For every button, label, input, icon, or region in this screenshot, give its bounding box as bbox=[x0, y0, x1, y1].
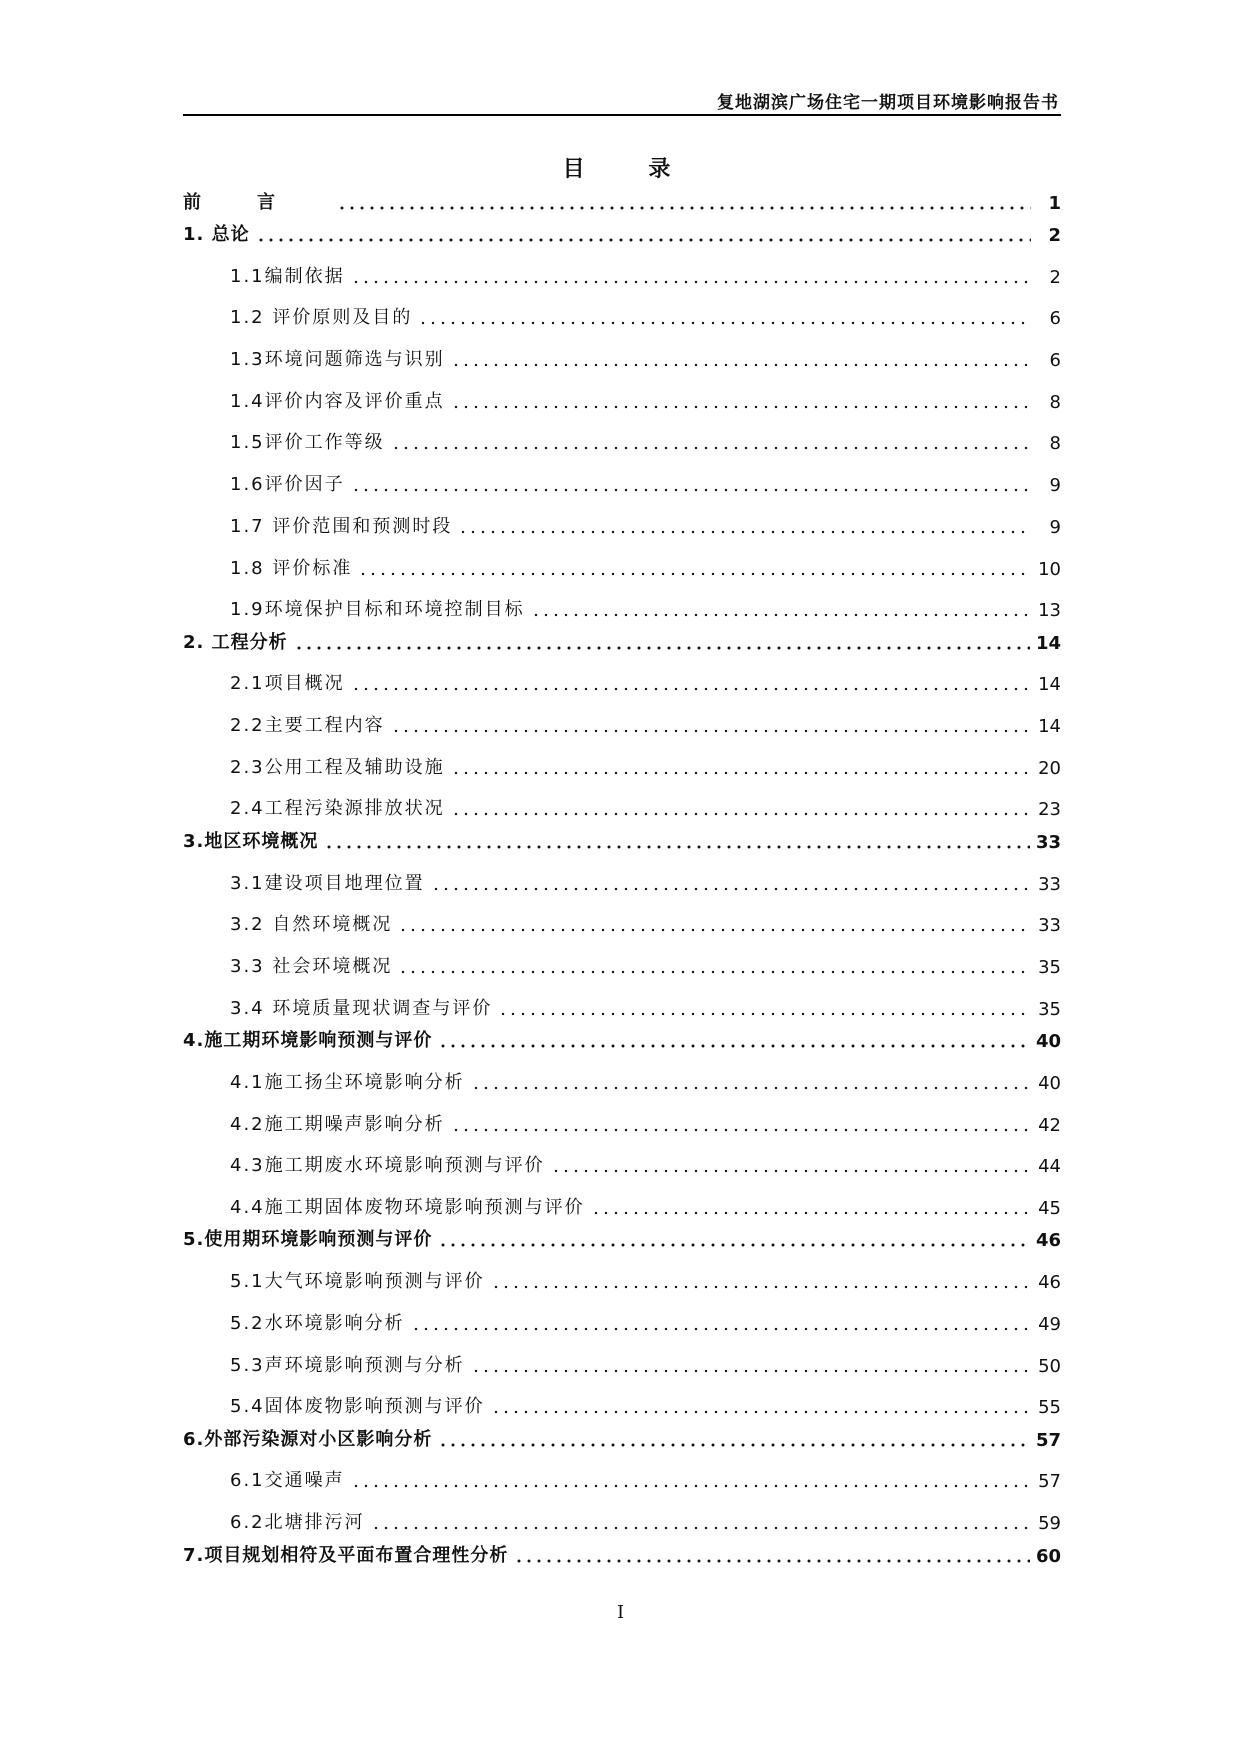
toc-entry-title: 3.3 社会环境概况 bbox=[230, 956, 393, 977]
toc-entry-page: 35 bbox=[1038, 957, 1061, 978]
toc-entry[interactable] bbox=[183, 1225, 1061, 1258]
toc-entry-page: 60 bbox=[1035, 1545, 1061, 1567]
toc-entry[interactable] bbox=[183, 1540, 1061, 1573]
toc-entry-page: 49 bbox=[1038, 1313, 1061, 1335]
toc-entry-title: 3.1建设项目地理位置 bbox=[230, 872, 425, 894]
toc-entry[interactable] bbox=[183, 1341, 1061, 1383]
toc-entry[interactable] bbox=[183, 377, 1061, 419]
dot-leader bbox=[324, 845, 1030, 849]
toc-entry-title: 2. 工程分析 bbox=[183, 631, 288, 653]
toc-entry[interactable] bbox=[183, 743, 1061, 785]
toc-entry[interactable] bbox=[183, 294, 1061, 336]
toc-entry-title: 1.7 评价范围和预测时段 bbox=[230, 515, 453, 537]
toc-entry-page: 40 bbox=[1038, 1072, 1061, 1094]
toc-entry-page: 44 bbox=[1038, 1156, 1061, 1178]
dot-leader bbox=[294, 646, 1030, 650]
running-header-title: 复地湖滨广场住宅一期项目环境影响报告书 bbox=[717, 93, 1059, 113]
toc-entry[interactable] bbox=[183, 1498, 1061, 1540]
toc-entry[interactable] bbox=[183, 701, 1061, 743]
toc-entry-page: 14 bbox=[1038, 716, 1061, 738]
dot-leader bbox=[351, 687, 1031, 691]
toc-entry-title: 5.4固体废物影响预测与评价 bbox=[230, 1396, 485, 1418]
dot-leader bbox=[351, 488, 1031, 492]
toc-entry[interactable] bbox=[183, 1299, 1061, 1341]
toc-entry[interactable] bbox=[183, 859, 1061, 901]
dot-leader bbox=[551, 1169, 1031, 1173]
toc-entry-page: 33 bbox=[1038, 873, 1061, 895]
toc-entry-title: 1.4评价内容及评价重点 bbox=[230, 390, 445, 412]
toc-entry[interactable] bbox=[183, 1457, 1061, 1499]
toc-entry-title: 1.5评价工作等级 bbox=[230, 432, 385, 454]
toc-entry-page: 55 bbox=[1038, 1397, 1061, 1419]
dot-leader bbox=[471, 1086, 1031, 1090]
dot-leader bbox=[498, 1012, 1031, 1016]
dot-leader bbox=[438, 1044, 1030, 1048]
toc-entry[interactable] bbox=[183, 502, 1061, 544]
dot-leader bbox=[391, 729, 1031, 733]
toc-entry-page: 20 bbox=[1038, 757, 1061, 779]
dot-leader bbox=[431, 887, 1031, 891]
dot-leader bbox=[451, 1128, 1031, 1132]
toc-entry-page: 23 bbox=[1038, 799, 1061, 821]
dot-leader bbox=[531, 613, 1031, 617]
toc-entry-title: 6.外部污染源对小区影响分析 bbox=[183, 1428, 433, 1450]
toc-entry[interactable] bbox=[183, 942, 1061, 984]
toc-entry-title: 3.地区环境概况 bbox=[183, 830, 319, 852]
toc-entry[interactable] bbox=[183, 252, 1061, 294]
toc-entry-page: 46 bbox=[1035, 1230, 1061, 1252]
toc-entry-page: 2 bbox=[1048, 225, 1061, 246]
toc-entry-title: 4.1施工扬尘环境影响分析 bbox=[230, 1071, 465, 1093]
toc-entry-title: 6.2北塘排污河 bbox=[230, 1512, 365, 1534]
toc-entry-page: 46 bbox=[1038, 1272, 1061, 1294]
toc-entry-title: 1.9环境保护目标和环境控制目标 bbox=[230, 599, 525, 621]
toc-entry-page: 45 bbox=[1038, 1197, 1061, 1219]
dot-leader bbox=[256, 238, 1031, 242]
dot-leader bbox=[491, 1410, 1031, 1414]
toc-entry-page: 14 bbox=[1035, 632, 1061, 654]
dot-leader bbox=[458, 530, 1031, 534]
toc-entry-page: 13 bbox=[1038, 600, 1061, 622]
toc-entry[interactable] bbox=[183, 1257, 1061, 1299]
toc-entry-page: 2 bbox=[1049, 266, 1061, 288]
toc-entry[interactable] bbox=[183, 785, 1061, 827]
toc-entry-title: 4.2施工期噪声影响分析 bbox=[230, 1113, 445, 1135]
toc-entry-title: 3.4 环境质量现状调查与评价 bbox=[230, 997, 493, 1019]
toc-entry-page: 6 bbox=[1049, 350, 1061, 372]
toc-entry-page: 10 bbox=[1038, 558, 1061, 580]
toc-entry[interactable] bbox=[183, 1183, 1061, 1225]
dot-leader bbox=[351, 1484, 1031, 1488]
toc-entry-title: 1. 总论 bbox=[183, 224, 250, 245]
toc-entry-title: 前言 bbox=[183, 191, 331, 213]
page-number-footer: I bbox=[616, 1602, 625, 1623]
toc-entry-title: 2.2主要工程内容 bbox=[230, 715, 385, 737]
toc-entry-title: 7.项目规划相符及平面布置合理性分析 bbox=[183, 1544, 509, 1566]
toc-entry-page: 14 bbox=[1038, 674, 1061, 696]
dot-leader bbox=[451, 405, 1031, 409]
dot-leader bbox=[451, 771, 1031, 775]
toc-entry-title: 2.1项目概况 bbox=[230, 673, 345, 695]
toc-entry-page: 35 bbox=[1038, 998, 1061, 1020]
toc-entry-page: 8 bbox=[1049, 433, 1061, 455]
toc-entry-title: 5.3声环境影响预测与分析 bbox=[230, 1354, 465, 1376]
toc-entry-page: 33 bbox=[1038, 915, 1061, 937]
toc-entry[interactable] bbox=[183, 586, 1061, 628]
toc-entry-title: 5.2水环境影响分析 bbox=[230, 1312, 405, 1334]
dot-leader bbox=[438, 1243, 1030, 1247]
dot-leader bbox=[514, 1559, 1030, 1563]
toc-entry[interactable] bbox=[183, 460, 1061, 502]
toc-entry-title: 1.3环境问题筛选与识别 bbox=[230, 349, 445, 371]
toc-entry[interactable] bbox=[183, 1026, 1061, 1059]
toc-entry[interactable] bbox=[183, 187, 1061, 220]
dot-leader bbox=[398, 928, 1031, 932]
toc-entry-page: 57 bbox=[1035, 1429, 1061, 1451]
toc-entry[interactable] bbox=[183, 1100, 1061, 1142]
toc-heading: 目 录 bbox=[562, 157, 679, 182]
toc-entry-title: 6.1交通噪声 bbox=[230, 1470, 345, 1492]
dot-leader bbox=[451, 812, 1031, 816]
toc-entry[interactable] bbox=[183, 984, 1061, 1026]
toc-entry-page: 8 bbox=[1049, 391, 1061, 413]
toc-entry[interactable] bbox=[183, 826, 1061, 859]
toc-entry-title: 3.2 自然环境概况 bbox=[230, 914, 393, 936]
dot-leader bbox=[438, 1443, 1030, 1447]
dot-leader bbox=[337, 206, 1031, 210]
dot-leader bbox=[591, 1211, 1031, 1215]
toc-entry[interactable] bbox=[183, 1058, 1061, 1100]
toc-entry-title: 4.4施工期固体废物环境影响预测与评价 bbox=[230, 1196, 585, 1218]
dot-leader bbox=[391, 446, 1031, 450]
toc-entry-page: 59 bbox=[1038, 1513, 1061, 1535]
table-of-contents bbox=[183, 187, 1061, 1573]
dot-leader bbox=[411, 1327, 1031, 1331]
toc-entry-page: 50 bbox=[1038, 1355, 1061, 1377]
toc-entry[interactable] bbox=[183, 901, 1061, 943]
toc-entry[interactable] bbox=[183, 1142, 1061, 1184]
toc-entry-title: 1.6评价因子 bbox=[230, 474, 345, 496]
dot-leader bbox=[418, 321, 1031, 325]
toc-entry[interactable] bbox=[183, 627, 1061, 660]
toc-entry-page: 9 bbox=[1049, 475, 1061, 497]
header-rule bbox=[183, 114, 1061, 116]
toc-entry-page: 9 bbox=[1049, 516, 1061, 538]
toc-entry-page: 1 bbox=[1048, 192, 1061, 214]
toc-entry-title: 2.4工程污染源排放状况 bbox=[230, 798, 445, 820]
toc-entry-title: 4.施工期环境影响预测与评价 bbox=[183, 1030, 433, 1052]
dot-leader bbox=[451, 363, 1031, 367]
toc-entry-title: 4.3施工期废水环境影响预测与评价 bbox=[230, 1155, 545, 1177]
dot-leader bbox=[371, 1526, 1031, 1530]
toc-entry-page: 6 bbox=[1049, 308, 1061, 330]
dot-leader bbox=[491, 1285, 1031, 1289]
toc-entry-title: 5.1大气环境影响预测与评价 bbox=[230, 1271, 485, 1293]
toc-entry[interactable] bbox=[183, 419, 1061, 461]
toc-entry[interactable] bbox=[183, 660, 1061, 702]
toc-entry[interactable] bbox=[183, 1424, 1061, 1457]
dot-leader bbox=[358, 572, 1031, 576]
toc-entry-title: 1.8 评价标准 bbox=[230, 557, 353, 579]
toc-entry[interactable] bbox=[183, 220, 1061, 253]
toc-entry-title: 2.3公用工程及辅助设施 bbox=[230, 756, 445, 778]
toc-entry[interactable] bbox=[183, 544, 1061, 586]
dot-leader bbox=[351, 280, 1031, 284]
toc-entry[interactable] bbox=[183, 1383, 1061, 1425]
dot-leader bbox=[471, 1369, 1031, 1373]
toc-entry-title: 1.2 评价原则及目的 bbox=[230, 307, 413, 329]
dot-leader bbox=[398, 970, 1031, 974]
toc-entry-page: 33 bbox=[1035, 831, 1061, 853]
toc-entry-page: 40 bbox=[1035, 1031, 1061, 1053]
toc-entry-page: 42 bbox=[1038, 1114, 1061, 1136]
toc-entry-page: 57 bbox=[1038, 1471, 1061, 1493]
toc-entry[interactable] bbox=[183, 335, 1061, 377]
toc-entry-title: 5.使用期环境影响预测与评价 bbox=[183, 1229, 433, 1251]
toc-entry-title: 1.1编制依据 bbox=[230, 265, 345, 287]
